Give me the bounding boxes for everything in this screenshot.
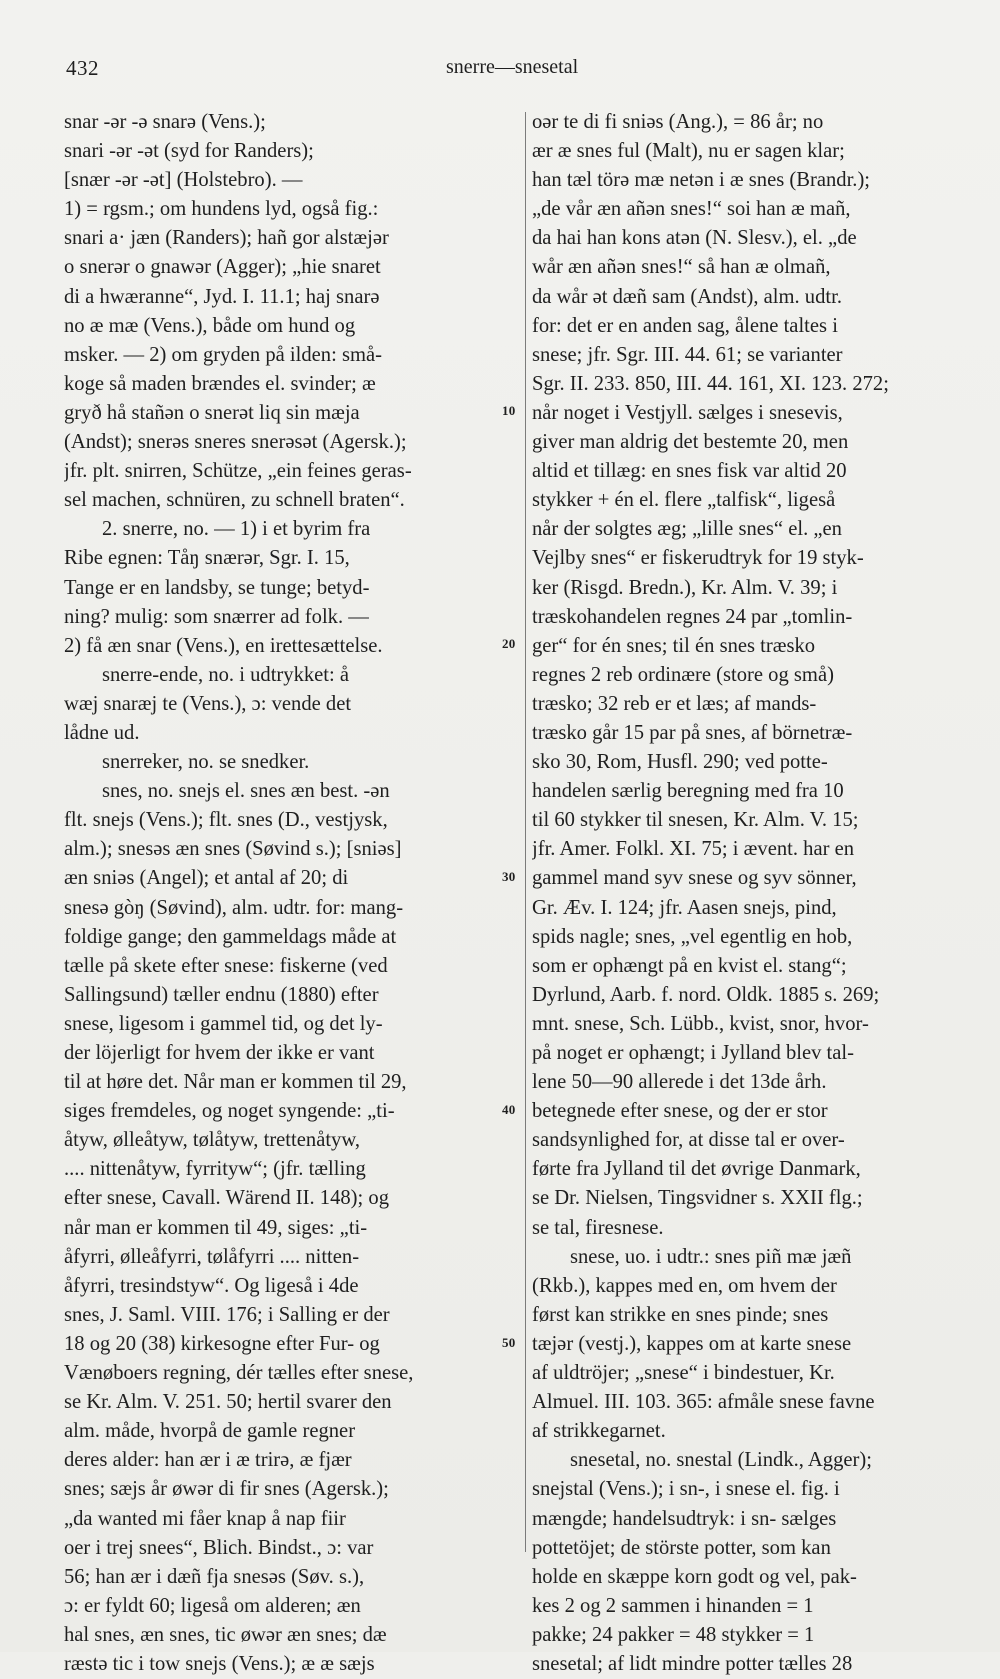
right-column-line: sandsynlighed for, at disse tal er over- [532,1129,845,1152]
left-column-line: når man er kommen til 49, siges: „ti- [64,1216,368,1239]
right-column-line: Gr. Æv. I. 124; jfr. Aasen snejs, pind, [532,896,837,919]
left-column-line: o snerər o gnawər (Agger); „hie snaret [64,256,381,279]
left-column-line: jfr. plt. snirren, Schütze, „ein feines geras- [64,460,412,483]
right-column-line: se Dr. Nielsen, Tingsvidner s. XXII flg.; [532,1187,863,1210]
right-column-line: som er ophængt på en kvist el. stang“; [532,954,847,977]
running-head: snerre—snesetal [446,56,579,78]
line-number-40: 40 [502,1102,516,1117]
left-column [64,108,522,1679]
right-column-line: da wår ət dæñ sam (Andst), alm. udtr. [532,285,842,308]
left-column-line: snerre-ende, no. i udtrykket: å [102,663,350,686]
right-column-line: se tal, firesnese. [532,1216,664,1239]
left-column-line: tælle på skete efter snese: fiskerne (ved [64,954,388,977]
left-column-line: Tange er en landsby, se tunge; betyd- [64,576,370,599]
left-column-line: deres alder: han ær i æ trirə, æ fjær [64,1449,352,1472]
left-column-line: msker. — 2) om gryden på ilden: små- [64,343,382,366]
right-column-line: betegnede efter snese, og der er stor [532,1100,828,1123]
left-column-line: hal snes, æn snes, tic øwər æn snes; dæ [64,1623,387,1646]
right-column-line: træsko; 32 reb er et læs; af mands- [532,692,817,715]
left-column-line: di a hwæranne“, Jyd. I. 11.1; haj snarə [64,285,380,308]
left-column-line: snese, ligesom i gammel tid, og det ly- [64,1012,383,1035]
right-column-line: træskohandelen regnes 24 par „tomlin- [532,605,853,628]
right-column-line: Sgr. II. 233. 850, III. 44. 161, XI. 123. 272; [532,372,889,395]
right-column-line: snese, uo. i udtr.: snes piñ mæ jæñ [570,1245,852,1268]
left-column-line: .... nittenåtyw, fyrrityw“; (jfr. tælling [64,1158,366,1181]
right-column-line: Dyrlund, Aarb. f. nord. Oldk. 1885 s. 269; [532,983,880,1006]
right-column-line: handelen særlig beregning med fra 10 [532,780,844,803]
left-column-line: 1) = rgsm.; om hundens lyd, også fig.: [64,198,379,221]
left-column-line: alm. måde, hvorpå de gamle regner [64,1420,356,1443]
line-number-50: 50 [502,1335,516,1350]
right-column-line: da hai han kons atən (N. Slesv.), el. „de [532,227,857,250]
left-column-line: æn sniəs (Angel); et antal af 20; di [64,867,349,890]
left-column-line: 2. snerre, no. — 1) i et byrim fra [102,518,371,541]
right-column-line: jfr. Amer. Folkl. XI. 75; i ævent. har en [532,838,855,861]
right-column-line: ær æ snes ful (Malt), nu er sagen klar; [532,140,845,163]
right-column-line: til 60 stykker til snesen, Kr. Alm. V. 15; [532,809,859,832]
left-column-line: til at høre det. Når man er kommen til 29, [64,1071,407,1094]
left-column-line: snes; sæjs år øwər di fir snes (Agersk.); [64,1478,389,1501]
right-column-line: kes 2 og 2 sammen i hinanden = 1 [532,1594,814,1617]
right-column-line: ger“ for én snes; til én snes træsko [532,634,816,657]
right-column-line: for: det er en anden sag, ålene taltes i [532,314,838,337]
right-column-line: snesetal; af lidt mindre potter tælles 28 [532,1652,853,1675]
right-column-line: mnt. snese, Sch. Lübb., kvist, snor, hvor- [532,1012,869,1035]
left-column-line: ning? mulig: som snærrer ad folk. — [64,605,369,628]
right-column-line: snese; jfr. Sgr. III. 44. 61; se varianter [532,343,843,366]
left-column-line: gryð hå stañən o snerət liq sin mæja [64,401,360,424]
left-column-line: se Kr. Alm. V. 251. 50; hertil svarer den [64,1391,392,1414]
right-column-line: oər te di fi sniəs (Ang.), = 86 år; no [532,111,824,133]
right-column-line: mængde; handelsudtryk: i sn- sælges [532,1507,837,1530]
left-column-line: siges fremdeles, og noget syngende: „ti- [64,1100,395,1123]
right-column-line: på noget er ophængt; i Jylland blev tal- [532,1042,854,1064]
right-column-line: spids nagle; snes, „vel egentlig en hob, [532,925,853,948]
line-number-30: 30 [502,869,516,884]
right-column-line: holde en skæppe korn godt og vel, pak- [532,1565,857,1588]
right-column-line: af strikkegarnet. [532,1420,666,1443]
left-column-line: alm.); snesəs æn snes (Søvind s.); [sniəs] [64,838,402,861]
left-column-line: snari a· jæn (Randers); hañ gor alstæjər [64,227,389,250]
left-column-line: koge så maden brændes el. svinder; æ [64,372,376,395]
right-column-line: ker (Risgd. Bredn.), Kr. Alm. V. 39; i [532,576,838,599]
right-column-line: gammel mand syv snese og syv sönner, [532,867,857,890]
right-column-line: pakke; 24 pakker = 48 stykker = 1 [532,1623,815,1646]
right-column-line: giver man aldrig det bestemte 20, men [532,431,849,454]
right-column-line: sko 30, Rom, Husfl. 290; ved potte- [532,751,828,774]
left-column-line: Ribe egnen: Tåŋ snærər, Sgr. I. 15, [64,547,350,570]
right-column-line: lene 50—90 allerede i det 13de årh. [532,1071,827,1094]
left-column-line: snar -ər -ə snarə (Vens.); [64,111,266,133]
left-column-line: ræstə tic i tow snejs (Vens.); æ æ sæjs [64,1652,375,1675]
page-number: 432 [66,56,99,80]
right-column [532,108,964,1679]
left-column-line: foldige gange; den gammeldags måde at [64,925,397,948]
right-column-line: af uldtröjer; „snese“ i bindestuer, Kr. [532,1362,835,1385]
left-column-line: åfyrri, ølleåfyrri, tølåfyrri .... nitten- [64,1245,360,1268]
left-column-line: snari -ər -ət (syd for Randers); [64,140,314,163]
right-column-line: stykker + én el. flere „talfisk“, ligeså [532,489,836,512]
right-column-line: når der solgtes æg; „lille snes“ el. „en [532,518,842,541]
left-column-line: snes, J. Saml. VIII. 176; i Salling er der [64,1303,390,1326]
right-column-line: altid et tillæg: en snes fisk var altid 20 [532,460,847,483]
right-column-line: pottetöjet; de störste potter, som kan [532,1536,831,1559]
left-column-line: 56; han ær i dæñ fja snesəs (Søv. s.), [64,1565,365,1588]
left-column-line: [snær -ər -ət] (Holstebro). — [64,169,303,192]
left-column-line: (Andst); snerəs sneres snerəsət (Agersk.); [64,431,407,454]
right-column-line: førte fra Jylland til det øvrige Danmark, [532,1158,861,1181]
page-header [66,56,956,86]
right-column-line: træsko går 15 par på snes, af börnetræ- [532,721,853,744]
right-column-line: regnes 2 reb ordinære (store og små) [532,663,834,686]
left-column-line: lådne ud. [64,721,140,744]
right-column-line: „de vår æn añən snes!“ soi han æ mañ, [532,198,851,221]
line-number-20: 20 [502,636,516,651]
right-column-line: snejstal (Vens.); i sn-, i snese el. fig. i [532,1478,840,1501]
left-column-line: flt. snejs (Vens.); flt. snes (D., vestjysk, [64,809,388,832]
right-column-line: når noget i Vestjyll. sælges i snesevis, [532,401,843,424]
right-column-line: han tæl törə mæ netən i æ snes (Brandr.); [532,169,871,192]
left-column-line: oer i trej snees“, Blich. Bindst., ɔ: var [64,1536,374,1559]
left-column-line: åtyw, ølleåtyw, tølåtyw, trettenåtyw, [64,1129,361,1152]
right-column-line: wår æn añən snes!“ så han æ olmañ, [532,256,831,279]
left-column-line: snerreker, no. se snedker. [102,751,310,774]
right-column-line: (Rkb.), kappes med en, om hvem der [532,1274,837,1297]
line-number-10: 10 [502,403,516,418]
right-column-line: først kan strikke en snes pinde; snes [532,1303,829,1326]
right-column-line: tæjər (vestj.), kappes om at karte snese [532,1332,852,1355]
left-column-line: 18 og 20 (38) kirkesogne efter Fur- og [64,1332,380,1355]
left-column-line: no æ mæ (Vens.), både om hund og [64,314,356,337]
left-column-line: ɔ: er fyldt 60; ligeså om alderen; æn [64,1594,361,1617]
left-column-line: der löjerligt for hvem der ikke er vant [64,1042,375,1064]
left-column-line: snesə gòŋ (Søvind), alm. udtr. for: mang- [64,896,404,919]
right-column-line: Vejlby snes“ er fiskerudtryk for 19 styk- [532,547,864,570]
left-column-line: wæj snaræj te (Vens.), ɔ: vende det [64,692,352,715]
left-column-line: efter snese, Cavall. Wärend II. 148); og [64,1187,389,1210]
left-column-line: sel machen, schnüren, zu schnell braten“. [64,489,405,512]
left-column-line: 2) få æn snar (Vens.), en irettesættelse. [64,634,383,657]
left-column-line: snes, no. snejs el. snes æn best. -ən [102,780,390,803]
left-column-line: Sallingsund) tæller endnu (1880) efter [64,983,379,1006]
left-column-line: „da wanted mi fåer knap å nap fiir [64,1507,346,1530]
right-column-line: snesetal, no. snestal (Lindk., Agger); [570,1449,872,1472]
left-column-line: åfyrri, tresindstyw“. Og ligeså i 4de [64,1274,359,1297]
column-divider [525,112,526,1552]
right-column-line: Almuel. III. 103. 365: afmåle snese favne [532,1391,875,1414]
left-column-line: Vænøboers regning, dér tælles efter snese, [64,1362,414,1385]
